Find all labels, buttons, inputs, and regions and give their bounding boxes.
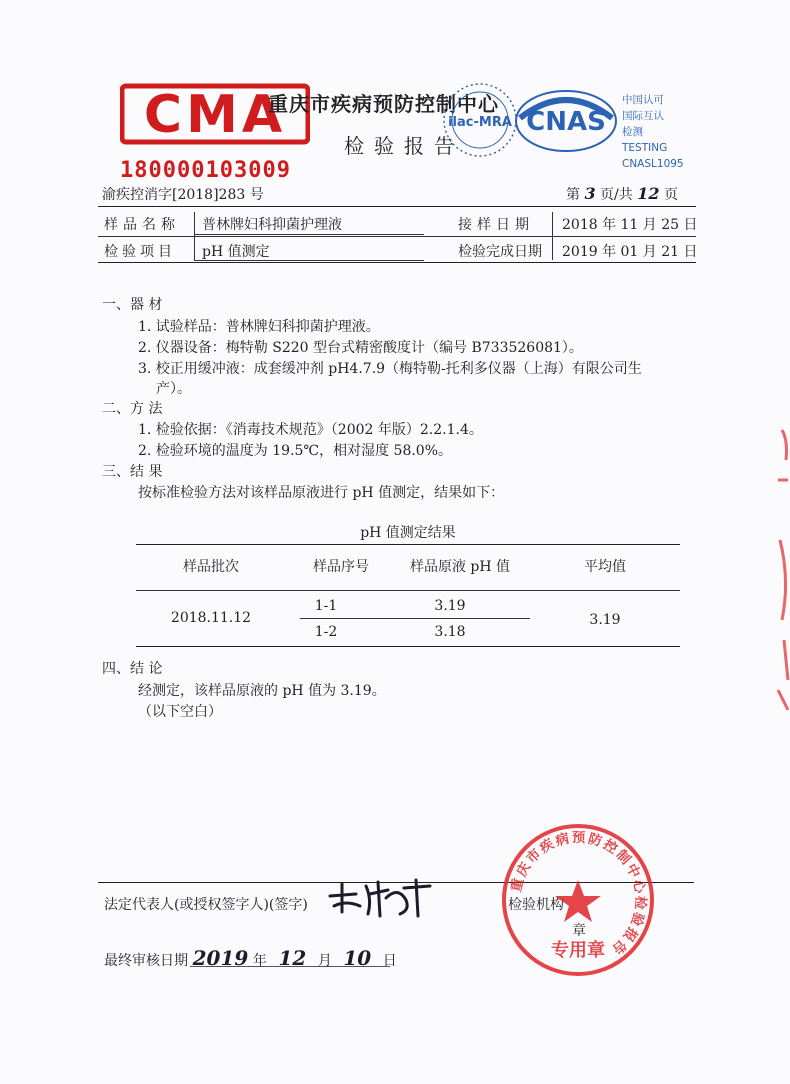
review-year: 2019 [192, 946, 249, 970]
cma-logo-text: CMA [143, 85, 287, 145]
seal-ring-text: 重庆市疾病预防控制中心检验报告 [508, 829, 649, 959]
review-day: 10 [343, 946, 372, 970]
results-caption: pH 值测定结果 [360, 525, 456, 541]
page-total: 12 [637, 184, 660, 203]
cnas-accreditation-text [622, 92, 684, 172]
cnas-line: CNASL1095 [622, 158, 684, 170]
results-seq: 1-2 [314, 624, 338, 640]
page-current: 3 [584, 184, 596, 203]
section-1-title: 一、器 材 [102, 297, 163, 313]
edge-seal-fragment [758, 420, 790, 720]
finish-date-label: 检验完成日期 [458, 244, 542, 260]
blank-note: （以下空白） [138, 704, 222, 720]
s1-item: 1. 试验样品：普林牌妇科抑菌护理液。 [138, 319, 380, 335]
report-title: 检验报告 [344, 134, 464, 158]
cnas-line: 检测 [622, 126, 643, 138]
day-suffix: 日 [382, 953, 397, 969]
center-name: 重庆市疾病预防控制中心 [268, 92, 499, 116]
s1-item: 2. 仪器设备：梅特勒 S220 型台式精密酸度计（编号 B733526081）。 [138, 340, 583, 356]
signature-image [326, 876, 436, 920]
cma-number: 180000103009 [120, 158, 291, 183]
item-label: 检验项目 [104, 244, 176, 260]
cnas-line: TESTING [622, 142, 668, 154]
results-header: 样品批次 [183, 559, 239, 575]
official-seal [500, 822, 656, 978]
year-suffix: 年 [252, 953, 267, 969]
org-label: 检验机构 [508, 897, 564, 913]
s2-item: 1. 检验依据：《消毒技术规范》（2002 年版）2.2.1.4。 [138, 422, 483, 438]
ilac-mra-logo [440, 80, 520, 160]
date-label-prefix: 最终审核日期 [104, 953, 188, 969]
page-prefix: 第 [566, 187, 580, 203]
section-3-text: 按标准检验方法对该样品原液进行 pH 值测定，结果如下： [138, 485, 505, 501]
finish-date-value: 2019 年 01 月 21 日 [562, 244, 698, 260]
results-header: 样品原液 pH 值 [409, 559, 511, 575]
receive-date-label: 接样日期 [458, 217, 534, 233]
cnas-logo [512, 88, 620, 154]
sample-name-value: 普林牌妇科抑菌护理液 [202, 217, 342, 233]
review-month: 12 [278, 946, 307, 970]
receive-date-value: 2018 年 11 月 25 日 [562, 217, 698, 233]
page-suffix: 页 [663, 187, 678, 203]
s1-item: 3. 校正用缓冲液：成套缓冲剂 pH4.7.9（梅特勒-托利多仪器（上海）有限公司生 [138, 361, 642, 377]
cnas-line: 中国认可 [622, 94, 664, 106]
page-number [566, 184, 678, 204]
section-2-title: 二、方 法 [102, 401, 163, 417]
document-number: 渝疾控消字[2018]283 号 [102, 187, 264, 203]
section-4-title: 四、结 论 [102, 661, 163, 677]
section-4-text: 经测定，该样品原液的 pH 值为 3.19。 [138, 683, 386, 699]
cnas-text: CNAS [526, 107, 606, 137]
signer-label: 法定代表人(或授权签字人)(签字) [104, 897, 308, 913]
results-header: 平均值 [584, 559, 626, 575]
seal-center-text: 专用章 [551, 940, 605, 961]
section-3-title: 三、结 果 [102, 464, 163, 480]
results-batch: 2018.11.12 [170, 610, 252, 626]
results-value: 3.19 [434, 598, 466, 614]
ilac-text: ilac-MRA [448, 115, 512, 130]
results-header: 样品序号 [313, 559, 369, 575]
org-seal-label: 章 [572, 923, 586, 939]
month-suffix: 月 [317, 953, 332, 969]
results-value: 3.18 [434, 624, 466, 640]
item-value: pH 值测定 [202, 244, 270, 260]
page-mid: 页/共 [600, 187, 633, 203]
s1-item: 产）。 [156, 381, 191, 397]
s2-item: 2. 检验环境的温度为 19.5℃，相对湿度 58.0%。 [138, 443, 453, 459]
cnas-line: 国际互认 [622, 110, 664, 122]
results-seq: 1-1 [314, 598, 338, 614]
results-average: 3.19 [589, 612, 621, 628]
sample-name-label: 样品名称 [104, 217, 180, 233]
